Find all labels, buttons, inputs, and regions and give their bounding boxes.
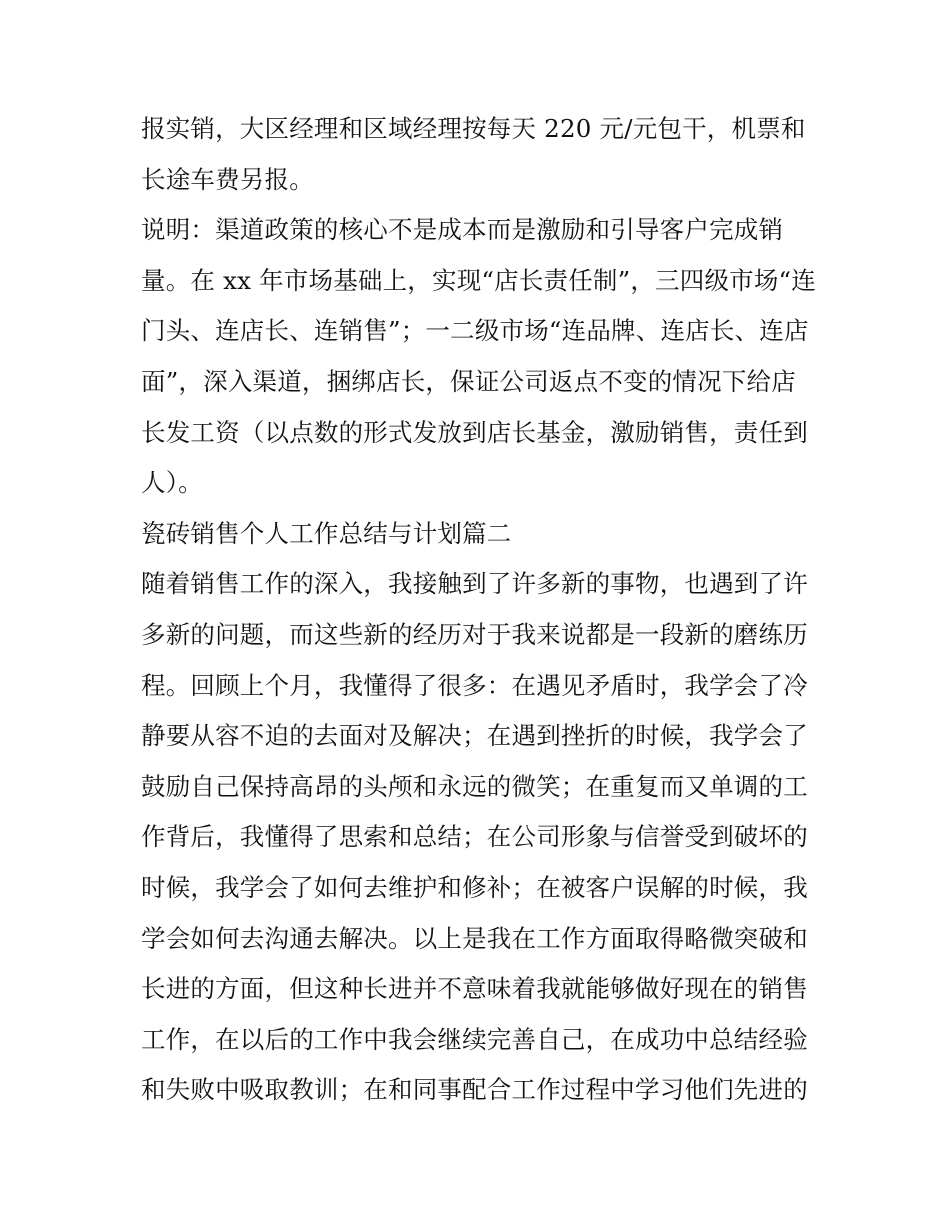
text-line: 多新的问题，而这些新的经历对于我来说都是一段新的磨练历 bbox=[141, 619, 808, 649]
text-line: 量。在 xx 年市场基础上，实现“店长责任制”，三四级市场“连 bbox=[141, 265, 816, 295]
text-line: 长发工资（以点数的形式发放到店长基金，激励销售，责任到 bbox=[141, 417, 808, 447]
text-line: 工作，在以后的工作中我会继续完善自己，在成功中总结经验 bbox=[141, 1024, 808, 1054]
text-line: 门头、连店长、连销售”；一二级市场“连品牌、连店长、连店 bbox=[141, 316, 809, 346]
text-line: 鼓励自己保持高昂的头颅和永远的微笑；在重复而又单调的工 bbox=[141, 771, 808, 801]
text-line: 长途车费另报。 bbox=[141, 164, 314, 194]
text-line: 学会如何去沟通去解决。以上是我在工作方面取得略微突破和 bbox=[141, 923, 808, 953]
text-line: 说明：渠道政策的核心不是成本而是激励和引导客户完成销 bbox=[141, 215, 784, 245]
text-line: 静要从容不迫的去面对及解决；在遇到挫折的时候，我学会了 bbox=[141, 721, 808, 751]
section-title: 瓷砖销售个人工作总结与计划篇二 bbox=[141, 518, 512, 548]
text-line: 长进的方面，但这种长进并不意味着我就能够做好现在的销售 bbox=[141, 974, 808, 1004]
text-line: 面”，深入渠道，捆绑店长，保证公司返点不变的情况下给店 bbox=[141, 366, 796, 396]
text-line: 和失败中吸取教训；在和同事配合工作过程中学习他们先进的 bbox=[141, 1075, 808, 1105]
text-line: 人）。 bbox=[141, 468, 203, 498]
document-body bbox=[141, 104, 821, 1116]
text-line: 时候，我学会了如何去维护和修补；在被客户误解的时候，我 bbox=[141, 872, 808, 902]
text-line: 随着销售工作的深入，我接触到了许多新的事物，也遇到了许 bbox=[141, 569, 808, 599]
text-line: 报实销，大区经理和区域经理按每天 220 元/元包干，机票和 bbox=[141, 114, 806, 143]
text-line: 程。回顾上个月，我懂得了很多：在遇见矛盾时，我学会了冷 bbox=[141, 670, 808, 700]
text-line: 作背后，我懂得了思索和总结；在公司形象与信誉受到破坏的 bbox=[141, 822, 808, 852]
